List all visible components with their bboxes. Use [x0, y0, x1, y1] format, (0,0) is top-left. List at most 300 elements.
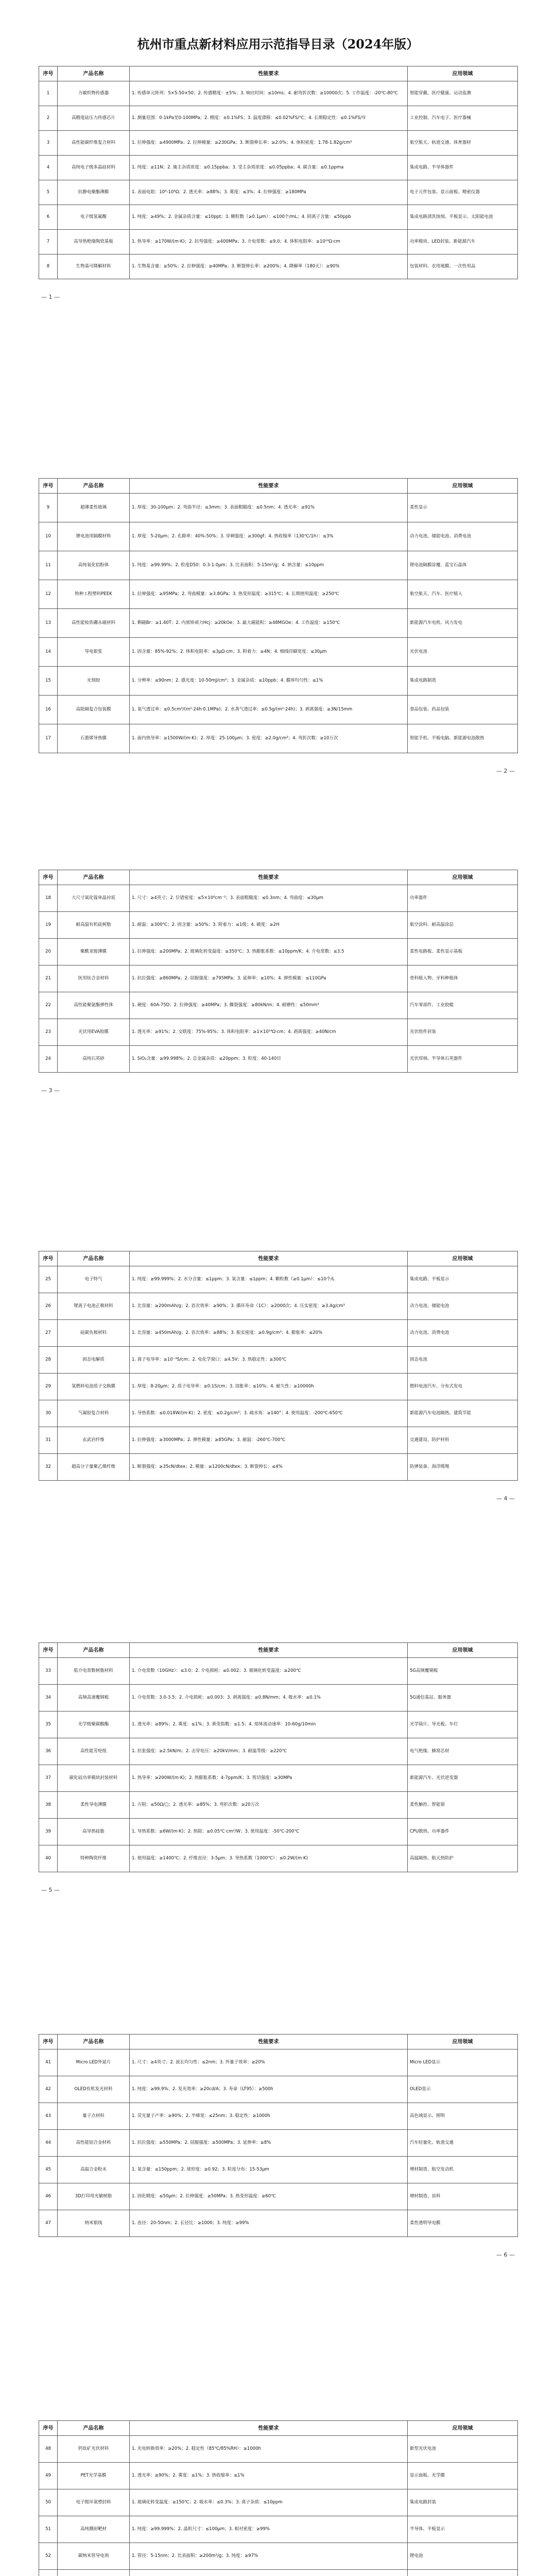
- cell-no: 33: [39, 1658, 58, 1685]
- cell-app: 新能源汽车电池隔热、建筑节能: [408, 1400, 518, 1427]
- cell-app: 增材制造、齿科: [408, 2183, 518, 2210]
- cell-app: 新能源汽车、光伏逆变器: [408, 1765, 518, 1792]
- directory-table: [39, 1251, 518, 1481]
- cell-app: 智能手机、平板电脑、新能源电池散热: [408, 724, 518, 753]
- column-header-perf: 性能要求: [130, 66, 408, 81]
- cell-name: 柔性导电薄膜: [58, 1792, 130, 1819]
- cell-name: 量子点材料: [58, 2103, 130, 2130]
- column-header-no: 序号: [39, 2421, 58, 2436]
- page-number: — 4 —: [496, 1495, 515, 1502]
- cell-app: 动力电池、储能电池、消费电池: [408, 522, 518, 551]
- cell-app: 新能源汽车电机、风力发电: [408, 609, 518, 638]
- cell-app: 航空涂料、耐高温涂层: [408, 912, 518, 939]
- table-row: [39, 2570, 518, 2576]
- table-row: [39, 1658, 518, 1685]
- cell-name: PET光学基膜: [58, 2463, 130, 2489]
- cell-name: 高纯溅射靶材: [58, 2516, 130, 2543]
- cell-no: 39: [39, 1819, 58, 1845]
- column-header-no: 序号: [39, 1251, 58, 1266]
- cell-no: 3: [39, 131, 58, 156]
- cell-no: 8: [39, 255, 58, 279]
- cell-no: 34: [39, 1685, 58, 1711]
- table-row: [39, 724, 518, 753]
- cell-name: 低介电常数树脂材料: [58, 1658, 130, 1685]
- cell-perf: 1. 介电常数：3.0-3.5；2. 介电损耗：≤0.003；3. 剥离强度：≥0.8N/mm；4. 吸水率：≤0.1%: [130, 1685, 408, 1711]
- cell-no: 7: [39, 230, 58, 255]
- cell-name: 高性能碳纤维复合材料: [58, 131, 130, 156]
- cell-name: 碳化硅功率模块封装材料: [58, 1765, 130, 1792]
- page-number: — 3 —: [41, 1087, 60, 1094]
- cell-name: 聚酰亚胺薄膜: [58, 939, 130, 965]
- directory-table: [39, 2034, 518, 2237]
- cell-name: 高阻隔复合包装膜: [58, 696, 130, 724]
- cell-no: 25: [39, 1266, 58, 1293]
- cell-no: 20: [39, 939, 58, 965]
- cell-perf: 1. 比容量：≥200mAh/g；2. 首次效率：≥90%；3. 循环寿命（1C）：≥2000次；4. 压实密度：≥3.4g/cm³: [130, 1293, 408, 1320]
- cell-no: 43: [39, 2103, 58, 2130]
- table-row: [39, 2516, 518, 2543]
- cell-app: 功率器件: [408, 885, 518, 912]
- page-3: [39, 870, 517, 1073]
- cell-app: 高色域显示、照明: [408, 2103, 518, 2130]
- column-header-no: 序号: [39, 870, 58, 885]
- column-header-app: 应用领域: [408, 2035, 518, 2049]
- cell-no: 37: [39, 1765, 58, 1792]
- cell-no: 2: [39, 106, 58, 131]
- column-header-name: 产品名称: [58, 2035, 130, 2049]
- cell-perf: 1. 氧气透过率：≤0.5cm³/(m²·24h·0.1MPa)；2. 水蒸气透过率：≤0.5g/(m²·24h)；3. 剥离强度：≥3N/15mm: [130, 696, 408, 724]
- cell-app: 工业控制、汽车电子、医疗器械: [408, 106, 518, 131]
- cell-perf: 1. 拉伸强度：≥200MPa；2. 玻璃化转变温度：≥350℃；3. 热膨胀系数：≤10ppm/K；4. 介电常数：≤3.5: [130, 939, 408, 965]
- cell-name: 抗静电聚酯薄膜: [58, 180, 130, 205]
- cell-no: [39, 2570, 58, 2576]
- table-row: [39, 1320, 518, 1347]
- cell-perf: 1. 断裂强度：≥35cN/dtex；2. 模量：≥1200cN/dtex；3. 断裂伸长：≤4%: [130, 1454, 408, 1481]
- cell-app: 光伏电池: [408, 638, 518, 667]
- table-row: [39, 2157, 518, 2183]
- directory-table: [39, 2420, 518, 2576]
- cell-perf: 1. 方阻：≤50Ω/□；2. 透光率：≥85%；3. 弯折次数：≥20万次: [130, 1792, 408, 1819]
- table-row: [39, 1819, 518, 1845]
- cell-app: 柔性显示: [408, 494, 518, 522]
- cell-perf: 1. 面内热导率：≥1500W/(m·K)；2. 厚度：25-100μm；3. 密度：≥2.0g/cm³；4. 弯折次数：≥10万次: [130, 724, 408, 753]
- table-header-row: [39, 66, 518, 81]
- table-row: [39, 1266, 518, 1293]
- cell-app: CPU散热、功率器件: [408, 1819, 518, 1845]
- cell-no: 52: [39, 2543, 58, 2570]
- cell-perf: 1. 纯度：≥99.9%；2. 发光效率：≥20cd/A；3. 寿命（LT95）：≥500h: [130, 2076, 408, 2103]
- cell-app: 柔性电路板、柔性显示基板: [408, 939, 518, 965]
- cell-name: 锂离子电池正极材料: [58, 1293, 130, 1320]
- cell-perf: 1. 纯度：≥99.999%；2. 水分含量：≤1ppm；3. 氧含量：≤1ppm；4. 颗粒数（≥0.1μm）：≤10个/L: [130, 1266, 408, 1293]
- table-row: [39, 106, 518, 131]
- cell-name: 高性能铝合金材料: [58, 2130, 130, 2157]
- cell-perf: 1. 直径：20-50nm；2. 长径比：≥1000；3. 纯度：≥99%: [130, 2210, 408, 2237]
- table-row: [39, 638, 518, 667]
- cell-no: 42: [39, 2076, 58, 2103]
- cell-app: 动力电池、消费电池: [408, 1320, 518, 1347]
- cell-name: 高性能钕铁硼永磁材料: [58, 609, 130, 638]
- cell-name: 超高分子量聚乙烯纤维: [58, 1454, 130, 1481]
- table-row: [39, 1427, 518, 1454]
- cell-name: 高导热绝缘陶瓷基板: [58, 230, 130, 255]
- cell-perf: 1. 氧含量：≤150ppm；2. 球形度：≥0.92；3. 粒度分布：15-53μm: [130, 2157, 408, 2183]
- cell-no: 26: [39, 1293, 58, 1320]
- column-header-perf: 性能要求: [130, 1251, 408, 1266]
- cell-app: 集成电路清洗蚀刻、平板显示、太阳能电池: [408, 205, 518, 230]
- cell-perf: 1. 抗张强度：≥2.5kN/m；2. 击穿电压：≥20kV/mm；3. 耐温等级：≥220℃: [130, 1738, 408, 1765]
- column-header-app: 应用领域: [408, 870, 518, 885]
- cell-name: 碳纳米管导电剂: [58, 2543, 130, 2570]
- cell-name: 钙钛矿光伏材料: [58, 2436, 130, 2463]
- cell-name: 耐高温有机硅树脂: [58, 912, 130, 939]
- column-header-perf: 性能要求: [130, 2035, 408, 2049]
- cell-name: 超薄柔性玻璃: [58, 494, 130, 522]
- cell-app: 骨科植入物、牙科种植体: [408, 965, 518, 992]
- cell-app: 集成电路、半导体器件: [408, 156, 518, 180]
- table-row: [39, 1019, 518, 1046]
- cell-perf: 1. 玻璃化转变温度：≥150℃；2. 吸水率：≤0.3%；3. 离子杂质：≤10ppm: [130, 2489, 408, 2516]
- cell-perf: 1. 导热系数：≤0.018W/(m·K)；2. 密度：≤0.2g/cm³；3. 疏水角：≥140°；4. 使用温度：-200℃-650℃: [130, 1400, 408, 1427]
- cell-app: 光伏坩埚、半导体石英器件: [408, 1046, 518, 1073]
- page-number: — 6 —: [496, 2251, 515, 2258]
- cell-app: 光伏组件封装: [408, 1019, 518, 1046]
- cell-app: 柔性透明导电膜: [408, 2210, 518, 2237]
- table-row: [39, 992, 518, 1019]
- cell-perf: 1. 纯度：≥99.999%；2. 晶粒尺寸：≤100μm；3. 相对密度：≥99%: [130, 2516, 408, 2543]
- page-1: [39, 66, 517, 279]
- column-header-perf: 性能要求: [130, 1643, 408, 1658]
- cell-app: 防弹装备、海洋缆绳: [408, 1454, 518, 1481]
- cell-app: 柔性触控、智能窗: [408, 1792, 518, 1819]
- cell-name: 力敏织物传感器: [58, 81, 130, 106]
- column-header-name: 产品名称: [58, 479, 130, 494]
- cell-no: 17: [39, 724, 58, 753]
- cell-app: 集成电路制造: [408, 667, 518, 696]
- table-row: [39, 131, 518, 156]
- table-row: [39, 1400, 518, 1427]
- cell-app: [408, 2570, 518, 2576]
- cell-perf: 1. 尺寸：≥4英寸；2. 波长均匀性：≤2nm；3. 外量子效率：≥20%: [130, 2049, 408, 2076]
- cell-no: 29: [39, 1374, 58, 1400]
- cell-no: 49: [39, 2463, 58, 2489]
- column-header-perf: 性能要求: [130, 2421, 408, 2436]
- table-header-row: [39, 479, 518, 494]
- cell-no: 21: [39, 965, 58, 992]
- cell-app: 光学镜片、导光板、车灯: [408, 1711, 518, 1738]
- cell-no: 9: [39, 494, 58, 522]
- cell-app: 食品包装、药品包装: [408, 696, 518, 724]
- cell-app: 5G高频覆铜板: [408, 1658, 518, 1685]
- cell-no: 15: [39, 667, 58, 696]
- table-row: [39, 2489, 518, 2516]
- cell-no: 46: [39, 2183, 58, 2210]
- cell-name: 大尺寸氮化镓单晶衬底: [58, 885, 130, 912]
- cell-perf: [130, 2570, 408, 2576]
- table-row: [39, 2049, 518, 2076]
- cell-name: 电子特气: [58, 1266, 130, 1293]
- cell-no: 35: [39, 1711, 58, 1738]
- page-number: — 1 —: [41, 294, 60, 300]
- cell-app: 锂电池: [408, 2543, 518, 2570]
- table-row: [39, 1845, 518, 1872]
- table-row: [39, 156, 518, 180]
- cell-perf: 1. 纯度：≥49%；2. 金属杂质含量：≤10ppt；3. 颗粒数（≥0.1μm）：≤100个/mL；4. 阴离子含量：≤50ppb: [130, 205, 408, 230]
- cell-no: 18: [39, 885, 58, 912]
- cell-perf: 1. 使用温度：≥1400℃；2. 纤维直径：3-5μm；3. 导热系数（1000℃）：≤0.2W/(m·K): [130, 1845, 408, 1872]
- column-header-app: 应用领域: [408, 479, 518, 494]
- cell-name: 高纯电子级多晶硅材料: [58, 156, 130, 180]
- cell-app: 电气绝缘、蜂窝芯材: [408, 1738, 518, 1765]
- cell-perf: 1. 厚度：5-20μm；2. 孔隙率：40%-50%；3. 穿刺强度：≥300gf；4. 热收缩率（130℃/1h）：≤3%: [130, 522, 408, 551]
- column-header-no: 序号: [39, 1643, 58, 1658]
- cell-perf: 1. 导热系数：≥6W/(m·K)；2. 热阻：≤0.05℃·cm²/W；3. 使用温度：-50℃-200℃: [130, 1819, 408, 1845]
- table-row: [39, 81, 518, 106]
- cell-perf: 1. 拉伸强度：≥3000MPa；2. 弹性模量：≥85GPa；3. 耐温：-260℃-700℃: [130, 1427, 408, 1454]
- table-row: [39, 885, 518, 912]
- table-row: [39, 2436, 518, 2463]
- cell-name: 高纯氧化铝粉体: [58, 551, 130, 580]
- cell-perf: 1. 尺寸：≥4英寸；2. 位错密度：≤5×10⁶cm⁻²；3. 表面粗糙度：≤0.3nm；4. 弯曲度：≤30μm: [130, 885, 408, 912]
- cell-perf: 1. 剩磁Br：≥1.40T；2. 内禀矫顽力Hcj：≥20kOe；3. 最大磁能积：≥48MGOe；4. 工作温度：≥150℃: [130, 609, 408, 638]
- table-row: [39, 2076, 518, 2103]
- table-row: [39, 965, 518, 992]
- cell-perf: 1. 透光率：≥89%；2. 雾度：≤1%；3. 黄变指数：≤1.5；4. 熔体流动速率：10-60g/10min: [130, 1711, 408, 1738]
- cell-perf: 1. 厚度：30-100μm；2. 弯曲半径：≤3mm；3. 表面粗糙度：≤0.5nm；4. 透光率：≥91%: [130, 494, 408, 522]
- table-row: [39, 1711, 518, 1738]
- cell-no: 36: [39, 1738, 58, 1765]
- cell-name: 石墨烯导热膜: [58, 724, 130, 753]
- cell-no: 28: [39, 1347, 58, 1374]
- cell-name: 电子级环氧塑封料: [58, 2489, 130, 2516]
- cell-name: [58, 2570, 130, 2576]
- cell-app: 半导体、平板显示: [408, 2516, 518, 2543]
- cell-no: 13: [39, 609, 58, 638]
- cell-name: OLED有机发光材料: [58, 2076, 130, 2103]
- cell-app: 锂电池隔膜涂覆、蓝宝石晶体: [408, 551, 518, 580]
- cell-perf: 1. 荧光量子产率：≥90%；2. 半峰宽：≤25nm；3. 稳定性：≥1000h: [130, 2103, 408, 2130]
- table-row: [39, 1347, 518, 1374]
- cell-no: 50: [39, 2489, 58, 2516]
- cell-no: 14: [39, 638, 58, 667]
- cell-no: 31: [39, 1427, 58, 1454]
- table-header-row: [39, 870, 518, 885]
- table-row: [39, 939, 518, 965]
- table-row: [39, 696, 518, 724]
- table-row: [39, 2183, 518, 2210]
- cell-app: 集成电路封装: [408, 2489, 518, 2516]
- table-row: [39, 2130, 518, 2157]
- cell-perf: 1. 抗拉强度：≥550MPa；2. 屈服强度：≥500MPa；3. 延伸率：≥8%: [130, 2130, 408, 2157]
- cell-perf: 1. 介电常数（10GHz）：≤3.0；2. 介电损耗：≤0.002；3. 玻璃化转变温度：≥200℃: [130, 1658, 408, 1685]
- cell-no: 1: [39, 81, 58, 106]
- cell-name: 氢燃料电池质子交换膜: [58, 1374, 130, 1400]
- cell-perf: 1. 表面电阻：10⁶-10⁹Ω；2. 透光率：≥88%；3. 雾度：≤3%；4. 拉伸强度：≥180MPa: [130, 180, 408, 205]
- cell-app: 新型光伏电池: [408, 2436, 518, 2463]
- cell-perf: 1. 比容量：≥450mAh/g；2. 首次效率：≥88%；3. 振实密度：≥0.9g/cm³；4. 膨胀率：≤20%: [130, 1320, 408, 1347]
- cell-no: 47: [39, 2210, 58, 2237]
- cell-no: 44: [39, 2130, 58, 2157]
- cell-no: 51: [39, 2516, 58, 2543]
- cell-app: 5G通信基站、服务器: [408, 1685, 518, 1711]
- table-row: [39, 551, 518, 580]
- cell-name: 特种工程塑料PEEK: [58, 580, 130, 609]
- column-header-app: 应用领域: [408, 1643, 518, 1658]
- cell-name: 医用钛合金材料: [58, 965, 130, 992]
- table-row: [39, 255, 518, 279]
- page-number: — 5 —: [41, 1887, 60, 1893]
- table-row: [39, 667, 518, 696]
- cell-no: 19: [39, 912, 58, 939]
- cell-app: 汽车零部件、工业胶辊: [408, 992, 518, 1019]
- column-header-name: 产品名称: [58, 1251, 130, 1266]
- table-row: [39, 1046, 518, 1073]
- cell-app: Micro LED显示: [408, 2049, 518, 2076]
- cell-name: 锂电池用隔膜材料: [58, 522, 130, 551]
- page-7: [39, 2420, 517, 2576]
- cell-app: 航空航天、轨道交通、体育器材: [408, 131, 518, 156]
- column-header-no: 序号: [39, 479, 58, 494]
- cell-perf: 1. 生物基含量：≥50%；2. 拉伸强度：≥40MPa；3. 断裂伸长率：≥200%；4. 降解率（180天）：≥90%: [130, 255, 408, 279]
- table-header-row: [39, 2421, 518, 2436]
- page-6: [39, 2034, 517, 2237]
- cell-perf: 1. 光电转换效率：≥20%；2. 稳定性（85℃/85%RH）：≥1000h: [130, 2436, 408, 2463]
- cell-perf: 1. 固化精度：≤50μm；2. 拉伸强度：≥50MPa；3. 热变形温度：≥60℃: [130, 2183, 408, 2210]
- directory-table: [39, 66, 518, 279]
- cell-app: 燃料电池汽车、分布式发电: [408, 1374, 518, 1400]
- cell-perf: 1. 拉伸强度：≥4900MPa；2. 拉伸模量：≥230GPa；3. 断裂伸长率：≥2.0%；4. 体积密度：1.78-1.82g/cm³: [130, 131, 408, 156]
- cell-app: 电子元件包装、显示面板、精密仪器: [408, 180, 518, 205]
- column-header-name: 产品名称: [58, 1643, 130, 1658]
- page-5: [39, 1642, 517, 1872]
- cell-perf: 1. 拉伸强度：≥95MPa；2. 弯曲模量：≥3.8GPa；3. 热变形温度：≥315℃；4. 长期使用温度：≥250℃: [130, 580, 408, 609]
- cell-name: 生物基可降解材料: [58, 255, 130, 279]
- cell-app: 包装材料、农用地膜、一次性用品: [408, 255, 518, 279]
- cell-name: 高纯石英砂: [58, 1046, 130, 1073]
- cell-perf: 1. 纯度：≥99.99%；2. 粒度D50：0.3-1.0μm；3. 比表面积：5-15m²/g；4. 钠含量：≤10ppm: [130, 551, 408, 580]
- column-header-app: 应用领域: [408, 66, 518, 81]
- cell-name: 玄武岩纤维: [58, 1427, 130, 1454]
- table-row: [39, 522, 518, 551]
- column-header-no: 序号: [39, 66, 58, 81]
- cell-no: 22: [39, 992, 58, 1019]
- table-row: [39, 1293, 518, 1320]
- cell-no: 12: [39, 580, 58, 609]
- cell-no: 32: [39, 1454, 58, 1481]
- cell-app: 智能穿戴、医疗健康、运动监测: [408, 81, 518, 106]
- cell-no: 16: [39, 696, 58, 724]
- cell-no: 41: [39, 2049, 58, 2076]
- cell-name: 光学级聚碳酸酯: [58, 1711, 130, 1738]
- cell-name: Micro LED外延片: [58, 2049, 130, 2076]
- cell-perf: 1. 耐温：≥300℃；2. 固含量：≥50%；3. 附着力：≤1级；4. 硬度：≥2H: [130, 912, 408, 939]
- table-row: [39, 1685, 518, 1711]
- column-header-app: 应用领域: [408, 1251, 518, 1266]
- cell-no: 11: [39, 551, 58, 580]
- cell-no: 5: [39, 180, 58, 205]
- cell-perf: 1. 纯度：≥11N；2. 施主杂质浓度：≤0.15ppba；3. 受主杂质浓度：≤0.05ppba；4. 碳含量：≤0.1ppma: [130, 156, 408, 180]
- table-row: [39, 2463, 518, 2489]
- table-row: [39, 494, 518, 522]
- table-header-row: [39, 2035, 518, 2049]
- cell-name: 光伏用EVA胶膜: [58, 1019, 130, 1046]
- cell-perf: 1. 固含量：85%-92%；2. 体积电阻率：≤3μΩ·cm；3. 附着力：≥4N；4. 细线印刷宽度：≤30μm: [130, 638, 408, 667]
- table-row: [39, 1454, 518, 1481]
- cell-no: 40: [39, 1845, 58, 1872]
- table-row: [39, 609, 518, 638]
- directory-table: [39, 870, 518, 1073]
- cell-perf: 1. 分辨率：≤90nm；2. 感光度：10-50mJ/cm²；3. 金属杂质：≤10ppb；4. 膜厚均匀性：≤1%: [130, 667, 408, 696]
- cell-perf: 1. 传感单元阵列：5×5-50×50；2. 传感精度：±5%；3. 响应时间：≤10ms；4. 耐弯折次数：≥10000次；5. 工作温度：-20℃-80℃: [130, 81, 408, 106]
- cell-name: 高精度硅压力传感芯片: [58, 106, 130, 131]
- column-header-perf: 性能要求: [130, 870, 408, 885]
- page-number: — 2 —: [496, 768, 515, 774]
- cell-no: 48: [39, 2436, 58, 2463]
- column-header-name: 产品名称: [58, 66, 130, 81]
- cell-no: 24: [39, 1046, 58, 1073]
- page-4: [39, 1251, 517, 1481]
- cell-perf: 1. 透光率：≥90%；2. 雾度：≤1%；3. 热收缩率：≤1%: [130, 2463, 408, 2489]
- cell-perf: 1. 硬度：60A-75D；2. 拉伸强度：≥40MPa；3. 撕裂强度：≥80kN/m；4. 耐磨性：≤50mm³: [130, 992, 408, 1019]
- table-row: [39, 912, 518, 939]
- table-row: [39, 2543, 518, 2570]
- cell-name: 3D打印用光敏树脂: [58, 2183, 130, 2210]
- cell-no: 45: [39, 2157, 58, 2183]
- cell-app: 汽车轻量化、轨道交通: [408, 2130, 518, 2157]
- table-row: [39, 180, 518, 205]
- cell-name: 气凝胶复合材料: [58, 1400, 130, 1427]
- cell-app: 功率模块、LED封装、新能源汽车: [408, 230, 518, 255]
- column-header-name: 产品名称: [58, 2421, 130, 2436]
- table-row: [39, 1792, 518, 1819]
- cell-name: 导电银浆: [58, 638, 130, 667]
- cell-no: 30: [39, 1400, 58, 1427]
- cell-no: 4: [39, 156, 58, 180]
- cell-perf: 1. 透光率：≥91%；2. 交联度：75%-95%；3. 体积电阻率：≥1×10¹⁴Ω·cm；4. 剥离强度：≥40N/cm: [130, 1019, 408, 1046]
- cell-name: 高频高速覆铜板: [58, 1685, 130, 1711]
- column-header-no: 序号: [39, 2035, 58, 2049]
- cell-app: OLED显示: [408, 2076, 518, 2103]
- cell-name: 固态电解质: [58, 1347, 130, 1374]
- table-row: [39, 230, 518, 255]
- cell-perf: 1. 管径：5-15nm；2. 比表面积：≥200m²/g；3. 纯度：≥97%: [130, 2543, 408, 2570]
- cell-no: 6: [39, 205, 58, 230]
- cell-perf: 1. 抗拉强度：≥860MPa；2. 屈服强度：≥795MPa；3. 延伸率：≥10%；4. 弹性模量：≤110GPa: [130, 965, 408, 992]
- cell-perf: 1. 热导率：≥200W/(m·K)；2. 热膨胀系数：4-7ppm/K；3. 剪切强度：≥30MPa: [130, 1765, 408, 1792]
- table-row: [39, 205, 518, 230]
- cell-app: 高温隔热、航天热防护: [408, 1845, 518, 1872]
- cell-no: 23: [39, 1019, 58, 1046]
- directory-table: [39, 1642, 518, 1872]
- cell-app: 固态电池: [408, 1347, 518, 1374]
- cell-no: 38: [39, 1792, 58, 1819]
- column-header-app: 应用领域: [408, 2421, 518, 2436]
- cell-name: 光刻胶: [58, 667, 130, 696]
- cell-name: 特种陶瓷纤维: [58, 1845, 130, 1872]
- directory-table: [39, 478, 518, 753]
- cell-app: 交通建设、防护材料: [408, 1427, 518, 1454]
- cell-name: 电子级氢氟酸: [58, 205, 130, 230]
- table-row: [39, 1738, 518, 1765]
- cell-app: 显示面板、光学膜: [408, 2463, 518, 2489]
- cell-name: 硅碳负极材料: [58, 1320, 130, 1347]
- table-header-row: [39, 1251, 518, 1266]
- table-row: [39, 580, 518, 609]
- cell-perf: 1. 测量范围：0-1kPa至0-100MPa；2. 精度：±0.1%FS；3. 温度漂移：≤0.02%FS/℃；4. 长期稳定性：≤0.1%FS/年: [130, 106, 408, 131]
- document-title: 杭州市重点新材料应用示范指导目录（2024年版）: [137, 37, 419, 52]
- table-row: [39, 1765, 518, 1792]
- cell-perf: 1. 离子电导率：≥10⁻³S/cm；2. 电化学窗口：≥4.5V；3. 热稳定性：≥300℃: [130, 1347, 408, 1374]
